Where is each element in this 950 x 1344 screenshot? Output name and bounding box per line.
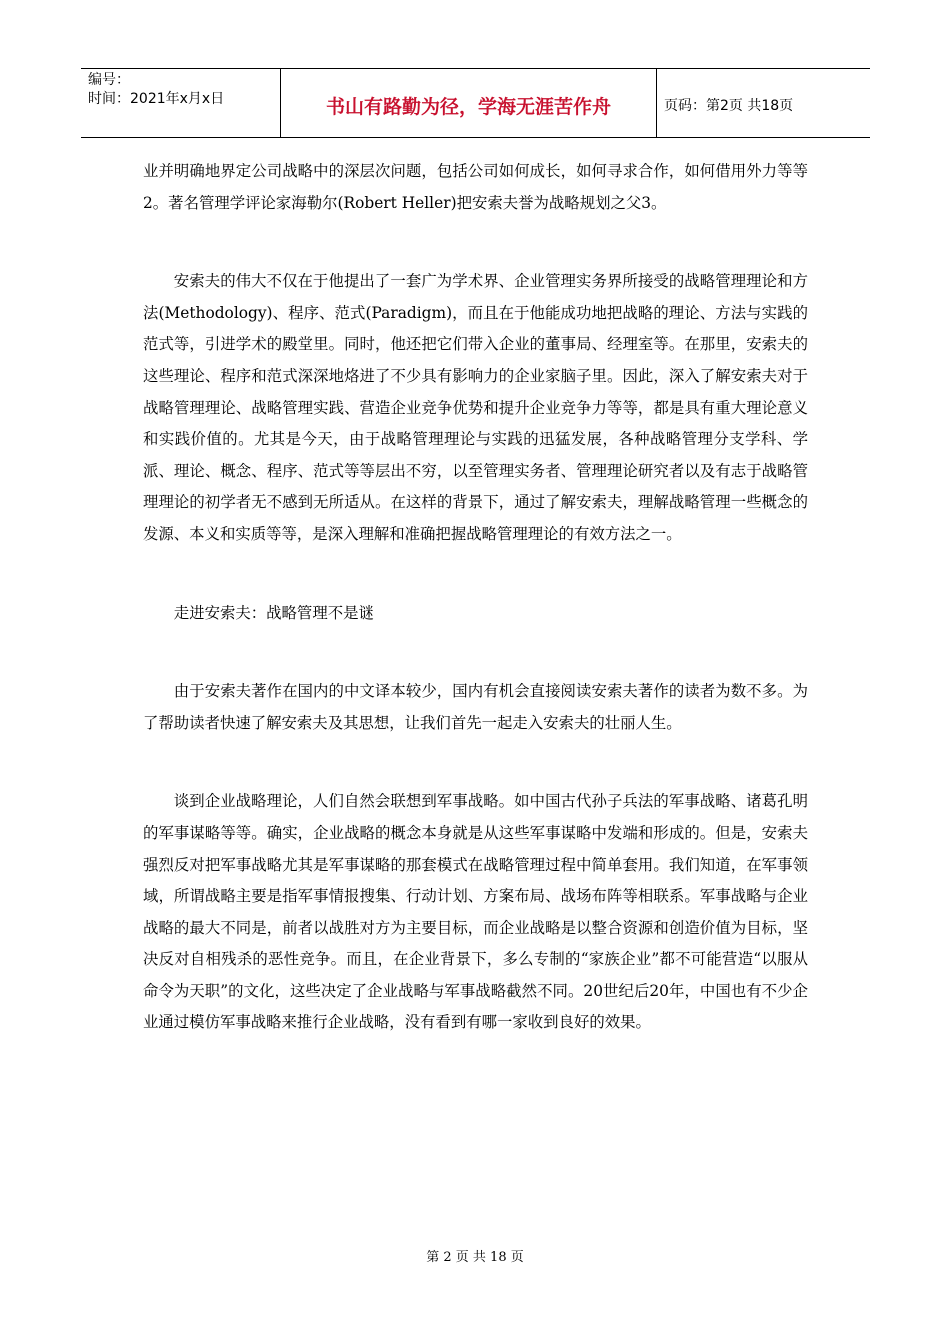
paragraph-military-strategy: 谈到企业战略理论，人们自然会联想到军事战略。如中国古代孙子兵法的军事战略、诸葛孔明的军事谋略等等。确实，企业战略的概念本身就是从这些军事谋略中发端和形成的。但是，安索夫强烈反对把军事战略尤其是军事谋略的那套模式在战略管理过程中简单套用。我们知道，在军事领域，所谓战略主要是指军事情报搜集、行动计划、方案布局、战场布阵等相联系。军事战略与企业战略的最大不同是，前者以战胜对方为主要目标，而企业战略是以整合资源和创造价值为目标，坚决反对自相残杀的恶性竞争。而且，在企业背景下，多么专制的“家族企业”都不可能营造“以服从命令为天职”的文化，这些决定了企业战略与军事战略截然不同。20世纪后20年，中国也有不少企业通过模仿军事战略来推行企业战略，没有看到有哪一家收到良好的效果。 [143, 792, 808, 1032]
date-line: 时间：2021年x月x日 [88, 91, 225, 107]
header-motto: 书山有路勤为径，学海无涯苦作舟 [281, 69, 657, 137]
number-label: 编号： [88, 72, 130, 88]
header-left-cell [81, 69, 281, 137]
paragraph-ansoff-greatness: 安索夫的伟大不仅在于他提出了一套广为学术界、企业管理实务界所接受的战略管理理论和方法(Methodology)、程序、范式(Paradigm)，而且在于他能成功地把战略的理论、方法与实践的范式等，引进学术的殿堂里。同时，他还把它们带入企业的董事局、经理室等。在那里，安索夫的这些理论、程序和范式深深地烙进了不少具有影响力的企业家脑子里。因此，深入了解安索夫对于战略管理理论、战略管理实践、营造企业竞争优势和提升企业竞争力等等，都是具有重大理论意义和实践价值的。尤其是今天，由于战略管理理论与实践的迅猛发展，各种战略管理分支学科、学派、理论、概念、程序、范式等等层出不穷，以至管理实务者、管理理论研究者以及有志于战略管理理论的初学者无不感到无所适从。在这样的背景下，通过了解安索夫，理解战略管理一些概念的发源、本义和实质等等，是深入理解和准确把握战略管理理论的有效方法之一。 [143, 272, 808, 543]
header-page-info: 页码：第2页 共18页 [664, 98, 794, 114]
paragraph-translations: 由于安索夫著作在国内的中文译本较少，国内有机会直接阅读安索夫著作的读者为数不多。为了帮助读者快速了解安索夫及其思想，让我们首先一起走入安索夫的壮丽人生。 [143, 682, 808, 732]
page-footer: 第 2 页 共 18 页 [426, 1250, 524, 1265]
paragraph-continued: 业并明确地界定公司战略中的深层次问题，包括公司如何成长，如何寻求合作，如何借用外力等等2。著名管理学评论家海勒尔(Robert Heller)把安索夫誉为战略规划之父3。 [143, 162, 808, 212]
document-header [81, 68, 870, 138]
section-heading: 走进安索夫：战略管理不是谜 [173, 603, 374, 622]
document-body [143, 156, 808, 1039]
